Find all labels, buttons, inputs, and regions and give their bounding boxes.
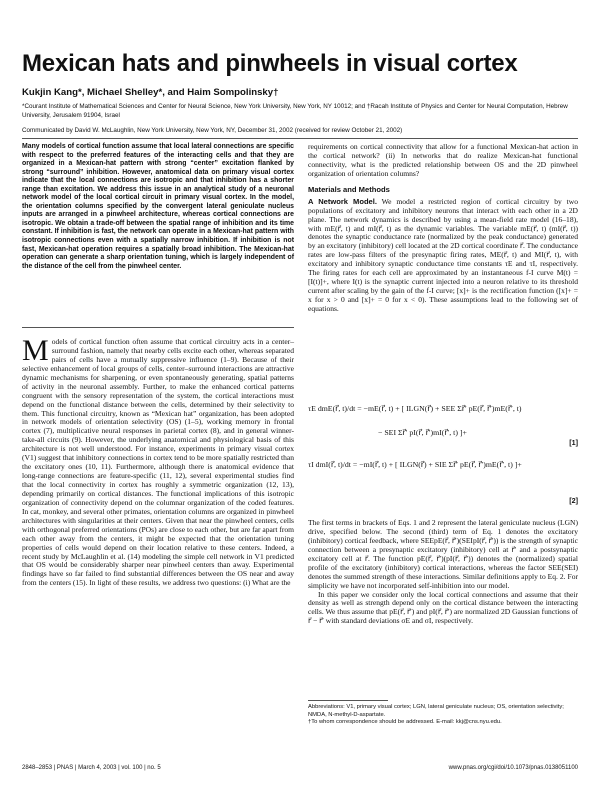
methods-heading: Materials and Methods — [308, 184, 390, 194]
questions-paragraph: requirements on cortical connectivity that allow for a functional Mexican-hat action in the cortical network? (ii) In networks that do realize Mexican-hat functional connectivity, what is the predicted relationship between OS and the 2D pinwheel organization of orientation columns? — [308, 142, 578, 178]
author-list: Kukjin Kang*, Michael Shelley*, and Haim Sompolinsky† — [22, 87, 279, 98]
intro-text: odels of cortical function often assume that cortical circuitry acts in a center–surround fashion, namely that nearby cells excite each other, whereas separated pairs of cells have a mutually suppressive influence (1–9). Because of their selective enhancement of local groups of cells, center–surround interactions are attractive dynamic mechanisms for sharpening, or even spontaneously generating, spatial patterns of activity in the neuronal assembly. Further, to make the enhanced cortical patterns congruent with the sensory representation of the system, the cortical interactions must depend on the functional distance between the cells, determined by their selectivity to them. This functional circuitry, known as “Mexican hat” organization, has been adopted in network models of orientation selectivity (OS) (1–5), working memory in frontal cortex (7), multiplicative neural responses in parietal cortex (8), and in general winner-take-all circuits (9). However, the underlying anatomical and physiological basis of this architecture is not well understood. For instance, experiments in primary visual cortex (V1) suggest that inhibitory connections in cortex tend to be more spatially restricted than the excitatory ones (10, 11). Furthermore, although there is anatomical evidence that long-range connections are feature-specific (11, 12), several experimental studies find that the local connectivity in cortex has roughly a symmetric organization (12, 13), depending primarily on cortical distances. The functional implications of this isotropic organization of connectivity depend on the columnar organization of the coded features. In cat, monkey, and several other primates, orientation columns are organized in pinwheel architectures with singularities at their centers. Given that near the pinwheel centers, cells with orthogonal preferred orientations (POs) are close to each other, but are far apart from each other away from the centers, it might be expected that the orientation tuning properties of cells would depend on their location relative to these centers. Indeed, a recent study by McLaughlin et al. (14) modeling the simple cell network in V1 predicted that OS would be considerably sharper near pinwheel centers than away. Experimental findings have so far failed to find substantial differences between the OS near and away from the centers (15). In light of these results, we address two questions: (i) What are the — [22, 337, 294, 588]
equation-2 — [308, 460, 578, 505]
correspondence-footnote: †To whom correspondence should be addressed. E-mail: kkj@cns.nyu.edu. — [308, 719, 502, 726]
abstract-divider — [22, 327, 294, 328]
network-model-runin: A Network Model. — [308, 196, 377, 206]
intro-column — [22, 334, 294, 588]
right-column-bottom — [308, 519, 578, 626]
eq-explanation-paragraph: The first terms in brackets of Eqs. 1 and 2 represent the lateral geniculate nucleus (LGN) drive, specified below. The second (third) term of Eq. 1 denotes the excitatory (inhibitory) cortical feedback, where SEEpE(r⃗, r⃗′)(SEIpI(r⃗, r⃗′)) is the strength of synaptic connection between a presynaptic excitatory (inhibitory) cell at r⃗′ and a postsynaptic excitatory cell at r⃗. The function pE(r⃗, r⃗′)(pI(r⃗, r⃗′)) denotes the (normalized) spatial profile of the excitatory (inhibitory) cortical interactions, whereas the factor SEE(SEI) denotes the summed strength of these interactions. Similar definitions apply to Eq. 2. For simplicity we have not incorporated self-inhibition into our model. — [308, 518, 578, 590]
equation-1-line-1: τE dmE(r⃗, t)/dt = −mE(r⃗, t) + [ ILGN(r⃗) + SEE Σr⃗′ pE(r⃗, r⃗′)mE(r⃗′, t) — [308, 404, 522, 413]
paper-title: Mexican hats and pinwheels in visual cortex — [22, 50, 518, 77]
footer-doi-link[interactable]: www.pnas.org/cgi/doi/10.1073/pnas.0138051100 — [448, 765, 578, 771]
right-column-top — [308, 143, 578, 314]
header-divider — [22, 138, 578, 139]
connections-paragraph: In this paper we consider only the local cortical connections and assume that their density as well as strength depend only on the cortical distance between the interacting cells. We thus assume that pE(r⃗, r⃗′) and pI(r⃗, r⃗′) are normalized 2D Gaussian functions of r⃗ − r⃗′ with standard deviations σE and σI, respectively. — [308, 589, 578, 626]
equation-2-number: [2] — [569, 496, 578, 505]
equation-2-line-1: τI dmI(r⃗, t)/dt = −mI(r⃗, t) + [ ILGN(r⃗) + SIE Σr⃗′ pE(r⃗, r⃗′)mE(r⃗′, t) ]+ — [308, 460, 522, 469]
equation-1-number: [1] — [569, 438, 578, 447]
footnotes — [308, 704, 578, 727]
affiliations: *Courant Institute of Mathematical Sciences and Center for Neural Science, New York University, New York, NY 10012; and †Racah Institute of Physics and Center for Neural Computation, Hebrew University, Jerusalem 91904, Israel — [22, 103, 568, 119]
footnote-divider — [308, 700, 388, 701]
footer-citation: 2848–2853 | PNAS | March 4, 2003 | vol. 100 | no. 5 — [22, 765, 161, 771]
communicated-line: Communicated by David W. McLaughlin, New York University, New York, NY, December 31, 2002 (received for review October 21, 2002) — [22, 127, 403, 134]
abbreviations-footnote: Abbreviations: V1, primary visual cortex; LGN, lateral geniculate nucleus; OS, orientation selectivity; NMDA, N-methyl-D-aspartate. — [308, 704, 564, 718]
drop-cap: M — [22, 334, 49, 367]
abstract: Many models of cortical function assume that local lateral connections are specific with respect to the preferred features of the interacting cells and that they are organized in a Mexican-hat pattern with strong “center” excitation flanked by strong “surround” inhibition. However, anatomical data on primary visual cortex indicate that the local connections are isotropic and that inhibition has a shorter range than excitation. We address this issue in an analytical study of a neuronal network model of the local cortical circuit in primary visual cortex. In the model, the orientation columns specified by the convergent lateral geniculate nucleus inputs are arranged in a pinwheel architecture, whereas cortical connections are isotropic. We obtain a trade-off between the spatial range of inhibition and its time constant. If inhibition is fast, the network can operate in a Mexican-hat pattern with isotropic connections even with a spatially narrow inhibition. If inhibition is not fast, Mexican-hat operation requires a spatially broad inhibition. The Mexican-hat operation can generate a sharp orientation tuning, which is largely independent of the distance of the cell from the pinwheel center. — [22, 143, 294, 270]
network-model-paragraph — [308, 198, 578, 314]
equation-1-line-2: − SEI Σr⃗′ pI(r⃗, r⃗′)mI(r⃗′, t) ]+ — [378, 428, 467, 437]
network-model-text: We model a restricted region of cortical circuitry by two populations of excitatory and inhibitory neurons that interact with each other in a 2D plane. The network dynamics is described by using a mean-field rate model (16–18), with mE(r⃗, t) and mI(r⃗, t) as the dynamic variables. The variable mE(r⃗, t) (mI(r⃗, t)) denotes the synaptic conductance rate (normalized by the peak conductance) generated by an excitatory (inhibitory) cell located at the 2D cortical coordinate r⃗. The conductance rates are low-pass filters of the presynaptic firing rates, ME(r⃗, t) and MI(r⃗, t), with excitatory and inhibitory synaptic conductance time constants τE and τI, respectively. The firing rates for each cell are approximated by an instantaneous f-I curve M(t) = [I(t)]+, where I(t) is the synaptic current injected into a neuron relative to its threshold current after scaling by the gain of the f-I curve; [x]+ is the rectification function ([x]+ = x for x > 0 and [x]+ = 0 for x < 0). These assumptions lead to the following set of equations. — [308, 196, 578, 313]
equation-1 — [308, 404, 578, 447]
